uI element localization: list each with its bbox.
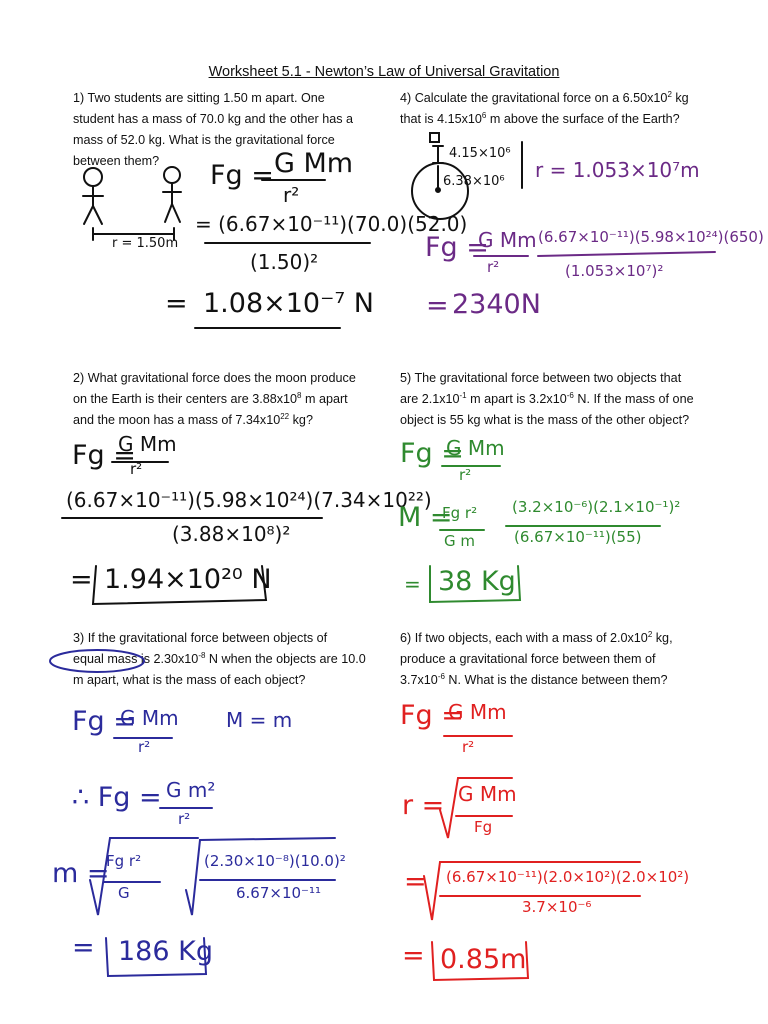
q6-r-label: r = <box>402 790 445 821</box>
q1-answer: 1.08×10⁻⁷ N <box>203 288 374 319</box>
question-1-line: mass of 52.0 kg. What is the gravitational force <box>73 133 335 147</box>
q4-substitution-numerator: (6.67×10⁻¹¹)(5.98×10²⁴)(650) <box>538 228 764 246</box>
q3-radical-sign-1 <box>90 838 198 915</box>
q4-answer: 2340N <box>452 289 541 320</box>
question-6-line: $3.7x10^{-6}$ N. What is the distance between them? <box>400 671 668 687</box>
q2-substitution-denominator: (3.88×10⁸)² <box>172 522 291 546</box>
q5-formula-fg: Fg = <box>400 438 464 469</box>
question-5-line: object is 55 kg what is the mass of the other object? <box>400 413 690 427</box>
q4-height-label: 4.15×10⁶ <box>449 146 511 161</box>
q1-equals: = <box>165 288 188 319</box>
q1-substitution-denominator: (1.50)² <box>250 250 319 274</box>
q4-substitution-bar <box>538 252 715 256</box>
q3-radical-denominator: G <box>118 884 130 902</box>
stick-figure-right <box>163 167 181 222</box>
q3-answer-box <box>106 938 206 976</box>
question-6-line: 6) If two objects, each with a mass of $2.0x10^2$ kg, <box>400 629 673 645</box>
question-2-line: on the Earth is their centers are $3.88x10^8$ m apart <box>73 390 348 406</box>
q4-formula-numerator: G Mm <box>478 228 537 252</box>
q3-radical-numerator: Fg r² <box>106 852 142 870</box>
q2-substitution-numerator: (6.67×10⁻¹¹)(5.98×10²⁴)(7.34×10²²) <box>66 488 432 512</box>
question-3-line: equal mass is $2.30x10^{-8}$ N when the objects are 10.0 <box>73 650 366 666</box>
q4-formula-fg: Fg = <box>425 232 489 263</box>
q3-radical-sign-2 <box>186 838 335 915</box>
q2-formula-denominator: r² <box>130 460 143 478</box>
q4-substitution-denominator: (1.053×10⁷)² <box>565 262 664 280</box>
satellite-square <box>430 133 439 142</box>
worksheet-title: Worksheet 5.1 - Newton’s Law of Universal Gravitation <box>208 64 560 80</box>
q1-formula-numerator: G Mm <box>274 148 354 179</box>
q2-formula-fg: Fg = <box>72 440 136 471</box>
q3-formula-denominator: r² <box>138 738 151 756</box>
q3-m-label: m = <box>52 858 110 889</box>
question-1-line: 1) Two students are sitting 1.50 m apart. One <box>73 91 325 105</box>
question-5-line: are $2.1x10^{-1}$ m apart is $3.2x10^{-6}$ N. If the mass of one <box>400 390 694 406</box>
q5-equals: = <box>404 572 421 596</box>
q6-substitution-denominator: 3.7×10⁻⁶ <box>522 898 592 916</box>
q5-m-denominator: G m <box>444 532 476 550</box>
q6-substitution-numerator: (6.67×10⁻¹¹)(2.0×10²)(2.0×10²) <box>446 868 690 886</box>
q5-formula-denominator: r² <box>459 466 472 484</box>
q3-formula-fg: Fg = <box>72 706 136 737</box>
q4-formula-denominator: r² <box>487 258 500 276</box>
question-2-line: and the moon has a mass of $7.34x10^{22}$ kg? <box>73 411 313 427</box>
q2-equals: = <box>70 564 93 595</box>
question-6-line: produce a gravitational force between them of <box>400 652 656 666</box>
q6-equals-1: = <box>404 866 427 897</box>
q3-equal-masses: M = m <box>226 708 293 732</box>
q3-substitution-denominator: 6.67×10⁻¹¹ <box>236 884 321 902</box>
q6-radical-sign-2 <box>424 862 640 920</box>
q5-formula-numerator: G Mm <box>446 436 505 460</box>
stick-figure-left <box>83 168 103 224</box>
q6-radical-denominator: Fg <box>474 818 493 836</box>
q3-substitution-numerator: (2.30×10⁻⁸)(10.0)² <box>204 852 346 870</box>
q4-equals: = <box>426 290 449 321</box>
q5-substitution-numerator: (3.2×10⁻⁶)(2.1×10⁻¹)² <box>512 498 681 516</box>
q1-formula-fg: Fg = <box>210 160 274 191</box>
q5-substitution-denominator: (6.67×10⁻¹¹)(55) <box>514 528 642 546</box>
q3-therefore-fg: ∴ Fg = <box>72 782 162 813</box>
question-1-line: between them? <box>73 154 160 168</box>
earth-center-dot <box>436 188 440 192</box>
q3-answer: 186 Kg <box>118 936 213 967</box>
question-2-line: 2) What gravitational force does the moon produce <box>73 371 356 385</box>
q2-formula-numerator: G Mm <box>118 432 177 456</box>
q6-answer-box <box>432 942 528 980</box>
question-4-line: 4) Calculate the gravitational force on a $6.50x10^2$ kg <box>400 89 689 105</box>
equal-mass-circle <box>50 650 144 672</box>
q3-numerator-2: G m² <box>166 778 216 802</box>
q2-answer-box <box>93 566 266 604</box>
q3-equals: = <box>72 932 95 963</box>
question-5-line: 5) The gravitational force between two objects that <box>400 371 682 385</box>
question-3-line: m apart, what is the mass of each object? <box>73 673 306 687</box>
q5-m-numerator: Fg r² <box>442 504 478 522</box>
q6-formula-numerator: G Mm <box>448 700 507 724</box>
q4-r-result: r = 1.053×10⁷m <box>535 158 700 182</box>
q6-answer: 0.85m <box>440 944 527 975</box>
q5-answer-box <box>430 566 520 602</box>
q1-substitution-numerator: = (6.67×10⁻¹¹)(70.0)(52.0) <box>195 212 468 236</box>
q6-formula-fg: Fg = <box>400 700 464 731</box>
q2-answer: 1.94×10²⁰ N <box>104 564 272 595</box>
q4-earth-radius-label: 6.38×10⁶ <box>443 174 505 189</box>
question-3-line: 3) If the gravitational force between objects of <box>73 631 328 645</box>
q5-answer: 38 Kg <box>438 566 516 597</box>
q1-distance-label: r = 1.50m <box>112 236 179 251</box>
q3-formula-numerator: G Mm <box>120 706 179 730</box>
q5-m-label: M = <box>398 502 453 533</box>
question-4-line: that is $4.15x10^6$ m above the surface of the Earth? <box>400 110 680 126</box>
q3-denominator-2: r² <box>178 810 191 828</box>
q6-radical-sign <box>440 778 512 838</box>
q1-formula-denominator: r² <box>283 183 300 207</box>
q6-radical-numerator: G Mm <box>458 782 517 806</box>
q6-equals-2: = <box>402 940 425 971</box>
question-1-line: student has a mass of 70.0 kg and the other has a <box>73 112 354 126</box>
q6-formula-denominator: r² <box>462 738 475 756</box>
